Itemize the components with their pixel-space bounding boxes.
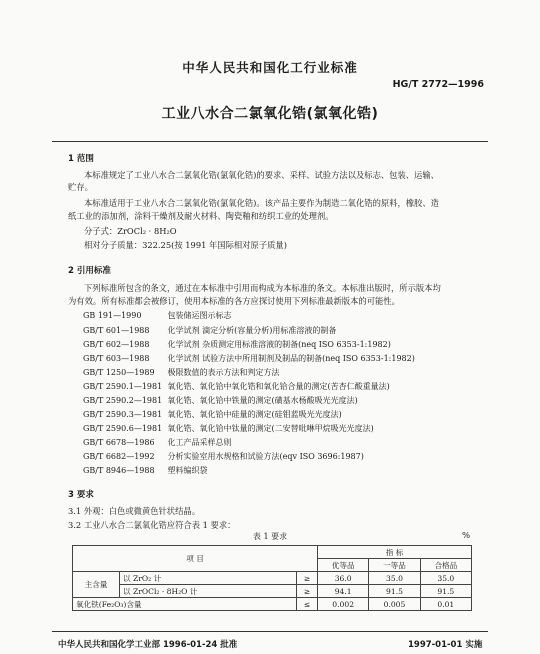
reference-item: GB/T 2590.2—1981 氧化锆、氧化铪中铁量的测定(磺基水杨酸吸光光度法) [83, 396, 358, 405]
section-2-para-line1: 下列标准所包含的条文，通过在本标准中引用而构成为本标准的条文。本标准出版时，所示版本均 [84, 283, 441, 293]
cell-value: 0.005 [369, 598, 420, 611]
section-3-heading: 3 要求 [68, 490, 94, 500]
cell-value: 91.5 [369, 585, 420, 598]
standard-number: HG/T 2772—1996 [392, 79, 484, 90]
requirement-appearance: 3.1 外观：白色或微黄色针状结晶。 [68, 506, 200, 516]
approval-date: 中华人民共和国化学工业部 1996-01-24 批准 [58, 640, 238, 650]
table-caption: 表 1 要求 [252, 532, 288, 541]
section-2-heading: 2 引用标准 [68, 266, 111, 276]
cell-value: 35.0 [420, 572, 471, 585]
section-1-para2-line2: 纸工业的添加剂，涂料干燥剂及耐火材料、陶瓷釉和纺织工业的处理剂。 [68, 211, 334, 221]
table-row [73, 572, 472, 585]
header-rule [52, 141, 488, 142]
requirements-table [72, 545, 472, 611]
reference-item: GB 191—1990 包装储运图示标志 [83, 311, 232, 320]
section-1-heading: 1 范围 [68, 154, 94, 164]
section-1-para1-line2: 贮存。 [68, 182, 93, 192]
cell-value: 94.1 [318, 585, 369, 598]
section-2-para-line2: 为有效。所有标准都会被修订，使用本标准的各方应探讨使用下列标准最新版本的可能性。 [68, 296, 400, 306]
table-row [73, 598, 472, 611]
header-grade: 合格品 [420, 559, 471, 572]
reference-item: GB/T 2590.6—1981 氧化锆、氧化铪中钛量的测定(二安替吡啉甲烷吸光光度法) [83, 424, 374, 433]
table-unit: % [462, 531, 471, 541]
reference-item: GB/T 6682—1992 分析实验室用水规格和试验方法(eqv ISO 3696:1987) [83, 452, 364, 461]
reference-item: GB/T 603—1988 化学试剂 试验方法中所用制剂及制品的制备(neq ISO 6353-1:1982) [83, 354, 415, 363]
row-operator: ≥ [297, 572, 318, 585]
document-title: 工业八水合二氯氧化锆(氯氧化锆) [161, 106, 379, 122]
reference-item: GB/T 2590.3—1981 氧化锆、氧化铪中硅量的测定(硅钼蓝吸光光度法) [83, 410, 342, 419]
reference-item: GB/T 8946—1988 塑料编织袋 [83, 466, 208, 475]
reference-item: GB/T 6678—1986 化工产品采样总则 [83, 438, 232, 447]
footer-rule [52, 631, 488, 632]
header-index: 指 标 [318, 546, 472, 559]
header-item: 项 目 [73, 546, 318, 572]
molecular-mass: 相对分子质量：322.25(按 1991 年国际相对原子质量) [84, 240, 287, 250]
requirement-table-intro: 3.2 工业八水合二氯氧化锆应符合表 1 要求： [68, 520, 236, 530]
reference-item: GB/T 1250—1989 极限数值的表示方法和判定方法 [83, 368, 280, 377]
header-grade: 优等品 [318, 559, 369, 572]
implementation-date: 1997-01-01 实施 [408, 640, 483, 650]
section-1-para1-line1: 本标准规定了工业八水合二氯氧化锆(氯氧化锆)的要求、采样、试验方法以及标志、包装、运输、 [84, 170, 439, 180]
cell-value: 91.5 [420, 585, 471, 598]
table-header-row [73, 546, 472, 559]
reference-item: GB/T 2590.1—1981 氧化锆、氧化铪中氧化锆和氧化铪合量的测定(苦杏仁酸重量法) [83, 382, 390, 391]
molecular-formula: 分子式：ZrOCl₂ · 8H₂O [84, 226, 177, 236]
table-row [73, 585, 472, 598]
cell-value: 35.0 [369, 572, 420, 585]
cell-value: 0.002 [318, 598, 369, 611]
reference-item: GB/T 602—1988 化学试剂 杂质测定用标准溶液的制备(neq ISO 6353-1:1982) [83, 340, 391, 349]
row-name: 氧化铁(Fe₂O₃)含量 [73, 598, 297, 611]
row-operator: ≥ [297, 585, 318, 598]
row-name: 以 ZrO₂ 计 [120, 572, 297, 585]
cell-value: 36.0 [318, 572, 369, 585]
header-grade: 一等品 [369, 559, 420, 572]
section-1-para2-line1: 本标准适用于工业八水合二氯氧化锆(氯氧化锆)。该产品主要作为制造二氧化锆的原料，橡胶、造 [84, 198, 439, 208]
main-content-label: 主含量 [73, 572, 120, 598]
cell-value: 0.01 [420, 598, 471, 611]
row-name: 以 ZrOCl₂ · 8H₂O 计 [120, 585, 297, 598]
reference-item: GB/T 601—1988 化学试剂 滴定分析(容量分析)用标准溶液的制备 [83, 326, 337, 335]
org-title: 中华人民共和国化工行业标准 [182, 60, 358, 75]
row-operator: ≤ [297, 598, 318, 611]
